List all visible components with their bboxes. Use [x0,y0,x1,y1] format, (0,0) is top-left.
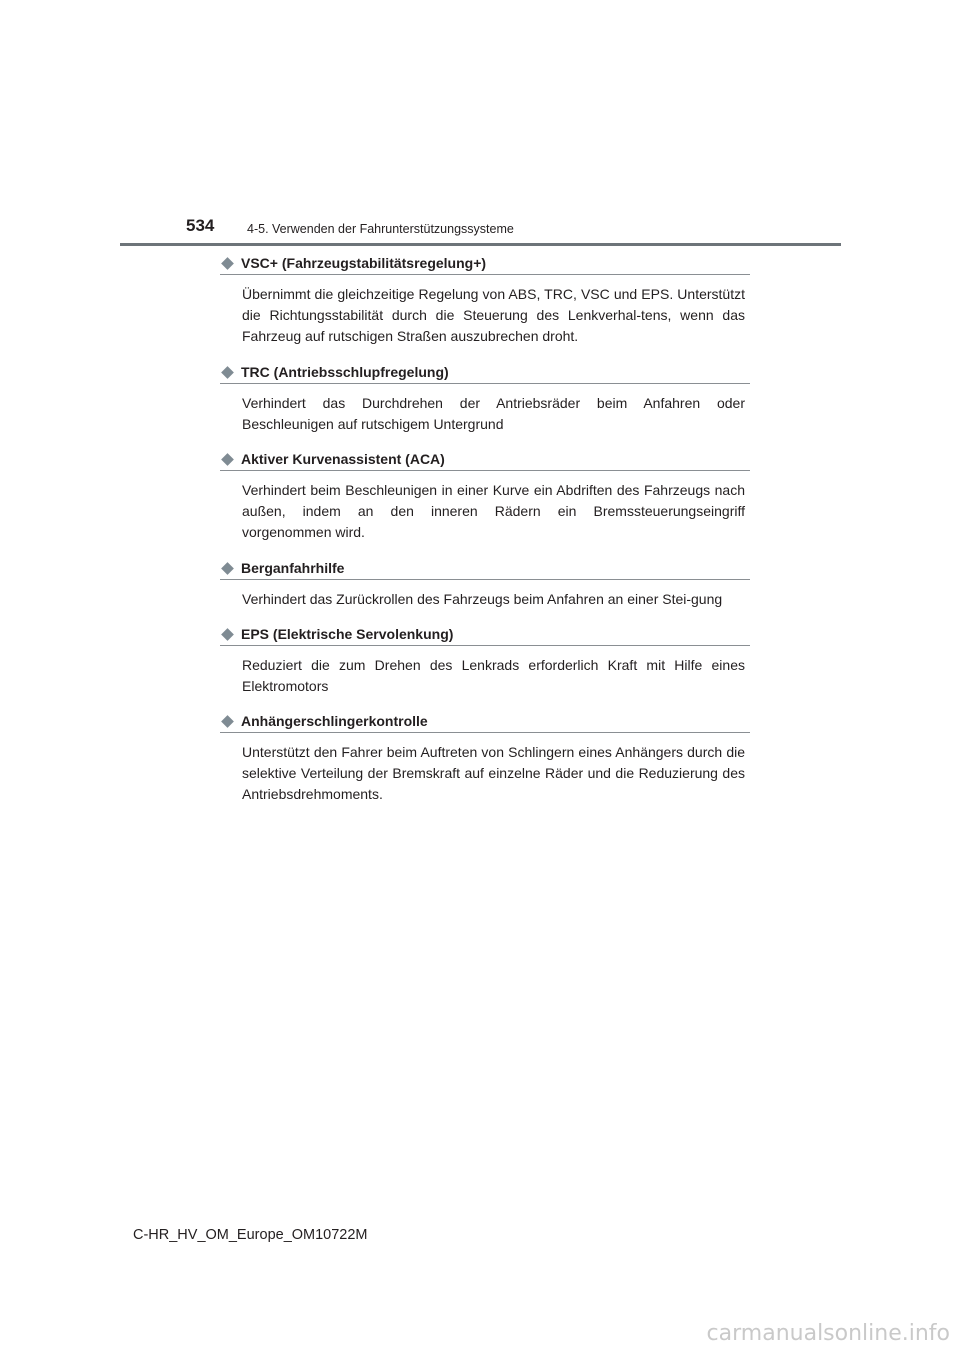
section-eps [220,623,750,697]
diamond-icon [221,366,234,379]
content-area [220,252,750,805]
section-heading [220,252,750,275]
diamond-icon [221,453,234,466]
diamond-icon [221,562,234,575]
section-hill-start [220,557,750,610]
diamond-icon [221,628,234,641]
section-body: Übernimmt die gleichzeitige Regelung von ABS, TRC, VSC und EPS. Unterstützt die Richtungsstabilität durch die Steuerung des Lenkverhal-tens, wenn das Fahrzeug auf rutschigen Straßen auszubrechen droht. [242,286,745,344]
section-heading [220,710,750,733]
section-body: Unterstützt den Fahrer beim Auftreten von Schlingern eines Anhängers durch die selektive Verteilung der Bremskraft auf einzelne Räder und die Reduzierung des Antriebsdrehmoments. [242,744,745,802]
diamond-icon [221,257,234,270]
section-title: Aktiver Kurvenassistent (ACA) [241,451,445,467]
section-trailer-sway [220,710,750,805]
section-body: Verhindert das Durchdrehen der Antriebsräder beim Anfahren oder Beschleunigen auf rutschigem Untergrund [242,395,745,432]
section-heading [220,557,750,580]
section-title: TRC (Antriebsschlupfregelung) [241,364,449,380]
page-number: 534 [186,216,215,235]
header-rule [120,243,841,246]
section-body: Verhindert das Zurückrollen des Fahrzeugs beim Anfahren an einer Stei-gung [242,591,723,607]
chapter-title: 4-5. Verwenden der Fahrunterstützungssysteme [247,222,514,236]
section-heading [220,448,750,471]
section-trc [220,361,750,435]
section-heading [220,361,750,384]
section-heading [220,623,750,646]
section-title: EPS (Elektrische Servolenkung) [241,626,454,642]
section-title: Berganfahrhilfe [241,560,345,576]
section-body: Reduziert die zum Drehen des Lenkrads erforderlich Kraft mit Hilfe eines Elektromotors [242,657,745,694]
section-body: Verhindert beim Beschleunigen in einer Kurve ein Abdriften des Fahrzeugs nach außen, indem an den inneren Rädern ein Bremssteuerungseingriff vorgenommen wird. [242,482,745,540]
watermark: carmanualsonline.info [706,1321,950,1346]
section-aca [220,448,750,543]
section-title: VSC+ (Fahrzeugstabilitätsregelung+) [241,255,487,271]
document-code: C-HR_HV_OM_Europe_OM10722M [133,1227,368,1243]
section-vsc [220,252,750,347]
diamond-icon [221,715,234,728]
section-title: Anhängerschlingerkontrolle [241,713,428,729]
